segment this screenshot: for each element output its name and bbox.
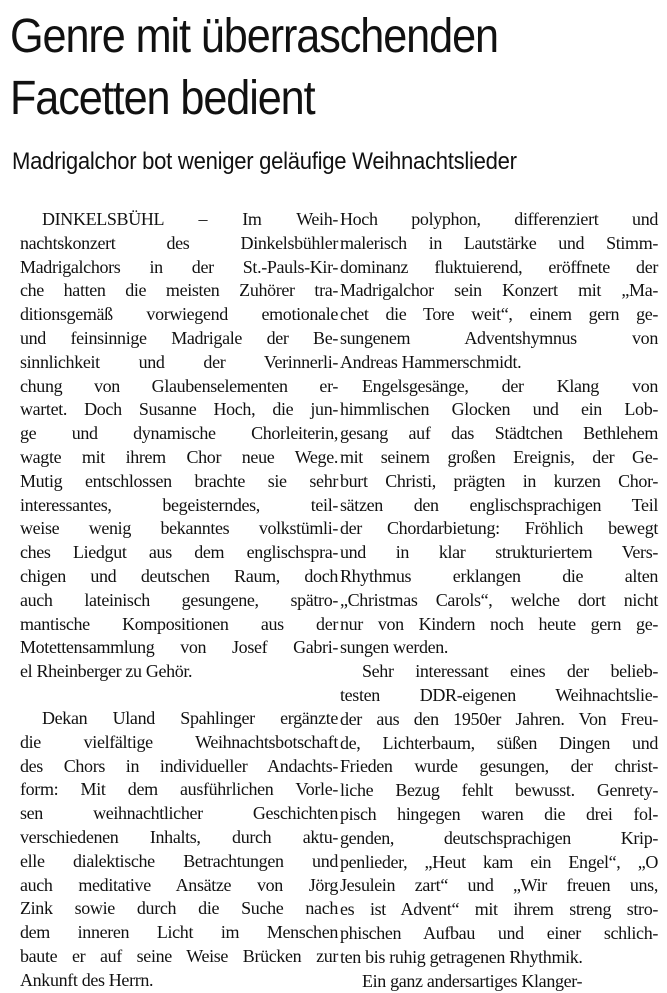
left-paragraph-1 (20, 208, 338, 684)
text-line: auch lateinisch gesungene, spätro- (20, 589, 338, 613)
text-line: malerisch in Lautstärke und Stimm- (340, 232, 658, 256)
headline-line-1: Genre mit überraschenden (10, 6, 595, 68)
text-line: dominanz fluktuierend, eröffnete der (340, 256, 658, 280)
text-line: „Christmas Carols“, welche dort nicht (340, 589, 658, 613)
text-line: baute er auf seine Weise Brücken zur (20, 945, 338, 969)
text-line: che hatten die meisten Zuhörer tra- (20, 279, 338, 303)
text-line: dem inneren Licht im Menschen (20, 921, 338, 945)
text-line: weise wenig bekanntes volkstümli- (20, 517, 338, 541)
text-line: mantische Kompositionen aus der (20, 613, 338, 637)
text-line: Rhythmus erklangen die alten (340, 565, 658, 589)
text-line: liche Bezug fehlt bewusst. Genrety- (340, 779, 658, 803)
headline-line-2: Facetten bedient (10, 68, 595, 130)
text-line: Dekan Uland Spahlinger ergänzte (20, 707, 338, 731)
text-line: verschiedenen Inhalts, durch aktu- (20, 826, 338, 850)
right-paragraph-3 (340, 660, 658, 969)
text-line: burt Christi, prägten in kurzen Chor- (340, 470, 658, 494)
text-line: Ankunft des Herrn. (20, 969, 338, 993)
text-line: sungen werden. (340, 636, 658, 660)
text-line: sinnlichkeit und der Verinnerli- (20, 351, 338, 375)
text-line: genden, deutschsprachigen Krip- (340, 827, 658, 851)
text-line: wartet. Doch Susanne Hoch, die jun- (20, 398, 338, 422)
text-line: Sehr interessant eines der belieb- (340, 660, 658, 684)
text-line: chet die Tore weit“, einem gern ge- (340, 303, 658, 327)
text-line: auch meditative Ansätze von Jörg (20, 874, 338, 898)
text-line: sen weihnachtlicher Geschichten (20, 802, 338, 826)
left-column (20, 208, 338, 993)
text-line: die vielfältige Weihnachtsbotschaft (20, 731, 338, 755)
text-line: wagte mit ihrem Chor neue Wege. (20, 446, 338, 470)
text-line: Madrigalchor sein Konzert mit „Ma- (340, 279, 658, 303)
text-line: der aus den 1950er Jahren. Von Freu- (340, 708, 658, 732)
text-line: es ist Advent“ mit ihrem streng stro- (340, 898, 658, 922)
text-line: nachtskonzert des Dinkelsbühler (20, 232, 338, 256)
text-line: form: Mit dem ausführlichen Vorle- (20, 778, 338, 802)
text-line: elle dialektische Betrachtungen und (20, 850, 338, 874)
text-line: Andreas Hammerschmidt. (340, 351, 658, 375)
text-line: und feinsinnige Madrigale der Be- (20, 327, 338, 351)
text-line: mit seinem großen Ereignis, der Ge- (340, 446, 658, 470)
text-line: de, Lichterbaum, süßen Dingen und (340, 732, 658, 756)
text-line: nur von Kindern noch heute gern ge- (340, 613, 658, 637)
text-line: gesang auf das Städtchen Bethlehem (340, 422, 658, 446)
text-line: ten bis ruhig getragenen Rhythmik. (340, 946, 658, 970)
text-line: penlieder, „Heut kam ein Engel“, „O (340, 851, 658, 875)
text-line: testen DDR-eigenen Weihnachtslie- (340, 684, 658, 708)
text-line: himmlischen Glocken und ein Lob- (340, 398, 658, 422)
text-line: pisch hingegen waren die drei fol- (340, 803, 658, 827)
text-line: ge und dynamische Chorleiterin, (20, 422, 338, 446)
right-paragraph-4 (340, 970, 658, 993)
text-line: interessantes, begeisterndes, teil- (20, 494, 338, 518)
text-line: Ein ganz andersartiges Klanger- (340, 970, 658, 993)
text-line: Mutig entschlossen brachte sie sehr (20, 470, 338, 494)
text-line: Madrigalchors in der St.-Pauls-Kir- (20, 256, 338, 280)
right-paragraph-1 (340, 208, 658, 375)
right-column (340, 208, 658, 993)
text-line: el Rheinberger zu Gehör. (20, 660, 338, 684)
text-line: Zink sowie durch die Suche nach (20, 897, 338, 921)
right-paragraph-2 (340, 375, 658, 661)
text-line: sätzen den englischsprachigen Teil (340, 494, 658, 518)
subheadline: Madrigalchor bot weniger geläufige Weihnachtslieder (12, 147, 619, 177)
headline (10, 6, 595, 130)
text-line: Jesulein zart“ und „Wir freuen uns, (340, 874, 658, 898)
text-line: Engelsgesänge, der Klang von (340, 375, 658, 399)
text-line: DINKELSBÜHL – Im Weih- (20, 208, 338, 232)
text-line: phischen Aufbau und einer schlich- (340, 922, 658, 946)
text-line: sungenem Adventshymnus von (340, 327, 658, 351)
text-line: des Chors in individueller Andachts- (20, 755, 338, 779)
text-line: ditionsgemäß vorwiegend emotionale (20, 303, 338, 327)
text-line: Motettensammlung von Josef Gabri- (20, 636, 338, 660)
left-paragraph-2 (20, 707, 338, 993)
text-line: chung von Glaubenselementen er- (20, 375, 338, 399)
text-line: Frieden wurde gesungen, der christ- (340, 755, 658, 779)
text-line: und in klar strukturiertem Vers- (340, 541, 658, 565)
text-line: chigen und deutschen Raum, doch (20, 565, 338, 589)
text-line: Hoch polyphon, differenziert und (340, 208, 658, 232)
text-line: der Chordarbietung: Fröhlich bewegt (340, 517, 658, 541)
text-line: ches Liedgut aus dem englischspra- (20, 541, 338, 565)
